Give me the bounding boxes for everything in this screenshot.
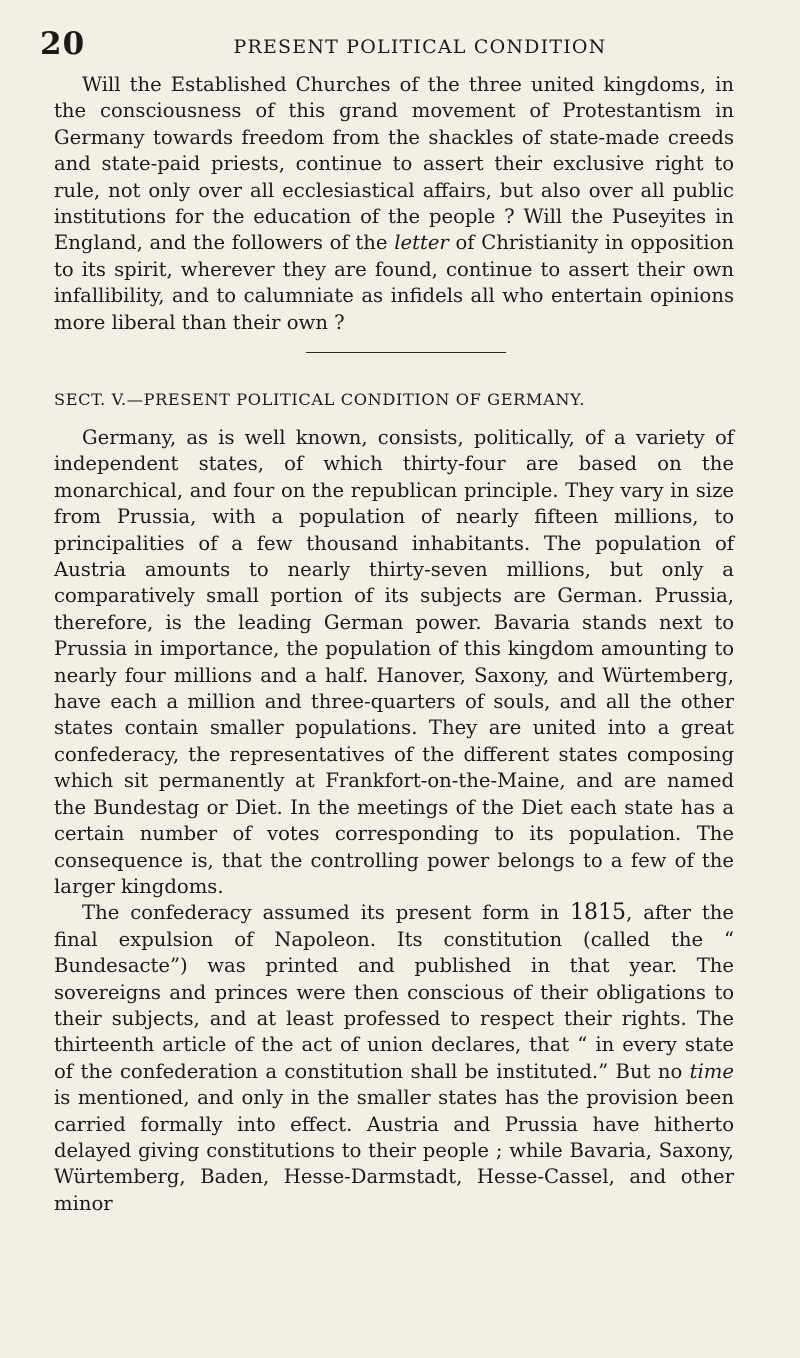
year-figure: 1815	[570, 900, 627, 926]
italic-word: time	[689, 1059, 734, 1083]
running-head: PRESENT POLITICAL CONDITION	[233, 36, 607, 58]
italic-word: letter	[394, 231, 449, 255]
paragraph-text: , after the final expulsion of Napoleon. Its constitution (called the “ Bundesacte”) was printed and published in that year. The sovereigns and princes were then conscious of their obligations to their subjects, and at least professed to respect their rights. The thirteenth article of the act of union declares, that “ in every state of the confederation a constitution shall be instituted.” But no	[54, 901, 734, 1083]
paragraph-text: is mentioned, and only in the smaller states has the provision been carried formally into effect. Austria and Prussia have hitherto delayed giving constitutions to their people ; while Bavaria, Saxony, Würtemberg, Baden, Hesse-Darmstadt, Hesse-Cassel, and other minor	[54, 1086, 734, 1215]
section-heading: SECT. V.—PRESENT POLITICAL CONDITION OF GERMANY.	[54, 390, 586, 409]
text-block-main	[54, 425, 734, 1217]
paragraph-confederacy	[54, 900, 734, 1217]
paragraph-text: Will the Established Churches of the three united kingdoms, in the consciousness of this grand movement of Protestantism in Germany towards freedom from the shackles of state-made creeds and state-paid priests, continue to assert their exclusive right to rule, not only over all ecclesiastical affairs, but also over all public institutions for the education of the people ? Will the Puseyites in England, and the followers of the	[54, 73, 734, 255]
paragraph-text: of Christianity in opposition to its spirit, wherever they are found, continue to assert their own infallibility, and to calumniate as infidels all who entertain opinions more liberal than their own ?	[54, 231, 734, 334]
paragraph-churches	[54, 72, 734, 336]
page-header	[40, 26, 740, 66]
paragraph-germany: Germany, as is well known, consists, politically, of a variety of independent states, of which thirty-four are based on the monarchical, and four on the republican principle. They vary in size from Prussia, with a population of nearly fifteen millions, to principalities of a few thousand inhabitants. The population of Austria amounts to nearly thirty-seven millions, but only a comparatively small portion of its subjects are German. Prussia, therefore, is the leading German power. Bavaria stands next to Prussia in importance, the population of this kingdom amounting to nearly four millions and a half. Hanover, Saxony, and Würtemberg, have each a million and three-quarters of souls, and all the other states contain smaller populations. They are united into a great confederacy, the representatives of the different states composing which sit permanently at Frankfort-on-the-Maine, and are named the Bundestag or Diet. In the meetings of the Diet each state has a certain number of votes corresponding to its population. The consequence is, that the controlling power belongs to a few of the larger kingdoms.	[54, 426, 734, 898]
page-number: 20	[40, 26, 86, 62]
section-divider	[306, 352, 506, 353]
text-block-top	[54, 72, 734, 336]
paragraph-text: The confederacy assumed its present form in	[82, 901, 571, 925]
